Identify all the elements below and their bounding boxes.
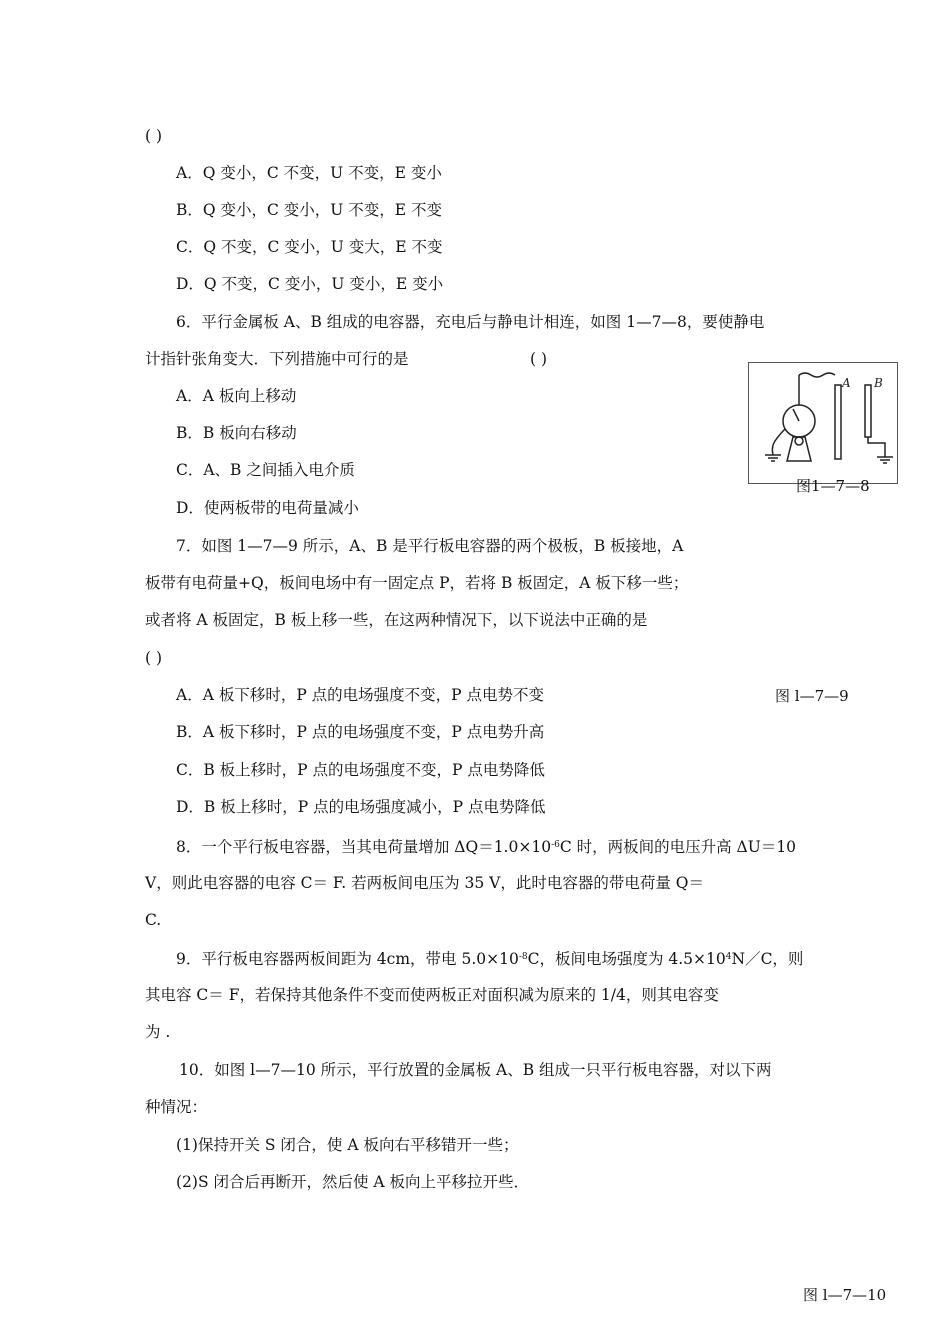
- question-5-answer-bracket: ( ): [145, 127, 163, 145]
- plate-a: [835, 385, 841, 459]
- q6-option-a: A．A 板向上移动: [176, 387, 297, 405]
- question-7-stem-cont-1: 板带有电荷量+Q，板间电场中有一固定点 P，若将 B 板固定，A 板下移一些；: [145, 574, 689, 592]
- question-8-stem-cont: V，则此电容器的电容 C＝ F. 若两板间电压为 35 V，此时电容器的带电荷量 Q＝: [145, 874, 705, 892]
- q8-exponent: -6: [551, 840, 560, 850]
- electroscope-base: [787, 437, 811, 461]
- q5-option-a: A．Q 变小，C 不变，U 不变，E 变小: [176, 164, 442, 182]
- question-9-stem-cont: 其电容 C＝ F，若保持其他条件不变而使两板正对面积减为原来的 1/4，则其电容变: [145, 986, 719, 1004]
- question-7-stem-cont-2: 或者将 A 板固定，B 板上移一些，在这两种情况下，以下说法中正确的是: [145, 611, 648, 629]
- question-8-stem-end: C.: [145, 911, 162, 929]
- question-9-stem-end: 为 .: [145, 1023, 171, 1041]
- electroscope-needle: [793, 409, 799, 421]
- label-plate-a: A: [842, 376, 851, 390]
- q6-option-d: D．使两板带的电荷量减小: [176, 499, 359, 517]
- ground-wire-left: [772, 429, 785, 455]
- label-plate-b: B: [874, 376, 883, 390]
- q9-exponent-1: -8: [518, 952, 528, 962]
- question-6-answer-bracket: ( ): [530, 350, 548, 368]
- figure-1-7-9-caption: 图 l—7—9: [775, 687, 849, 705]
- electroscope-diagram: [749, 363, 897, 483]
- question-6-stem-cont: 计指针张角变大．下列措施中可行的是: [145, 350, 409, 368]
- q10-case-2: (2)S 闭合后再断开，然后使 A 板向上平移拉开些．: [176, 1173, 530, 1191]
- q7-option-b: B．A 板下移时，P 点的电场强度不变，P 点电势升高: [176, 723, 545, 741]
- ground-wire-b: [868, 437, 885, 457]
- plate-b: [865, 385, 871, 437]
- question-10-stem-cont: 种情况：: [145, 1098, 208, 1116]
- q5-option-c: C．Q 不变，C 变小，U 变大，E 不变: [176, 238, 443, 256]
- q10-case-1: (1)保持开关 S 闭合，使 A 板向右平移错开一些；: [176, 1136, 519, 1154]
- question-6-stem: 6．平行金属板 A、B 组成的电容器，充电后与静电计相连，如图 1—7—8，要使静电: [176, 313, 765, 331]
- q6-option-b: B．B 板向右移动: [176, 424, 297, 442]
- q5-option-b: B．Q 变小，C 变小，U 不变，E 不变: [176, 201, 443, 219]
- electroscope-knob: [795, 437, 803, 445]
- q7-option-c: C．B 板上移时，P 点的电场强度不变，P 点电势降低: [176, 761, 545, 779]
- q9-text-2: C，板间电场强度为 4.5×10: [527, 950, 726, 968]
- q8-text-2: C 时，两板间的电压升高 ΔU＝10: [559, 838, 797, 856]
- q8-text-1: 8．一个平行板电容器，当其电荷量增加 ΔQ＝1.0×10: [176, 838, 552, 856]
- question-10-stem: 10．如图 l—7—10 所示，平行放置的金属板 A、B 组成一只平行板电容器，对以下两: [179, 1061, 772, 1079]
- question-8-stem: [176, 835, 796, 857]
- figure-1-7-8: [748, 362, 898, 484]
- q5-option-d: D．Q 不变，C 变小，U 变小，E 变小: [176, 275, 444, 293]
- q6-option-c: C．A、B 之间插入电介质: [176, 461, 355, 479]
- question-7-answer-bracket: ( ): [145, 649, 163, 667]
- q9-text-1: 9．平行板电容器两板间距为 4cm，带电 5.0×10: [176, 950, 519, 968]
- question-9-stem: [176, 947, 803, 969]
- q7-option-a: A．A 板下移时，P 点的电场强度不变，P 点电势不变: [176, 686, 545, 704]
- q9-exponent-2: 4: [725, 952, 732, 962]
- q7-option-d: D．B 板上移时，P 点的电场强度减小，P 点电势降低: [176, 798, 546, 816]
- question-7-stem: 7．如图 1—7—9 所示，A、B 是平行板电容器的两个极板，B 板接地，A: [176, 537, 684, 555]
- figure-1-7-10-caption: 图 l—7—10: [803, 1286, 887, 1304]
- q9-text-3: N／C，则: [731, 950, 804, 968]
- figure-1-7-8-caption: 图1—7—8: [796, 477, 870, 495]
- wire-to-plate-a: [799, 373, 835, 377]
